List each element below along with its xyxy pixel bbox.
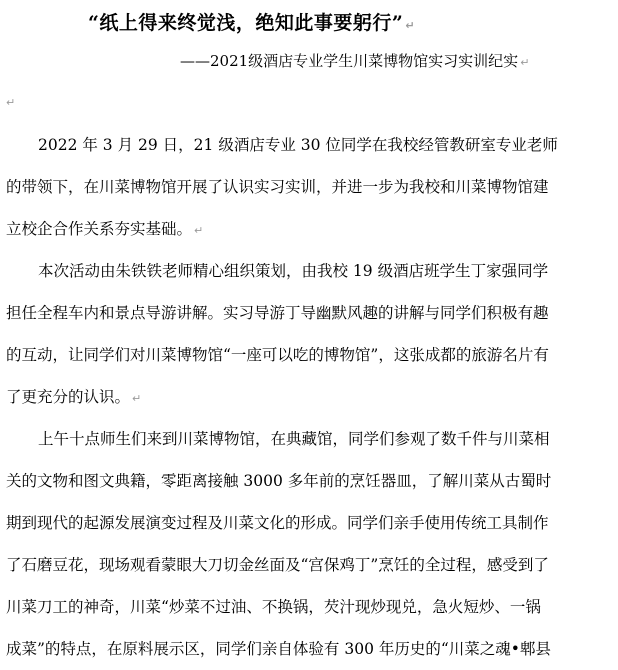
body-line: 担任全程车内和景点导游讲解。实习导游丁导幽默风趣的讲解与同学们积极有趣 — [6, 304, 549, 322]
paragraph-mark-icon: ↵ — [520, 56, 530, 69]
subtitle-text: ——2021级酒店专业学生川菜博物馆实习实训纪实 — [180, 52, 519, 70]
body-line: 上午十点师生们来到川菜博物馆，在典藏馆，同学们参观了数千件与川菜相 — [38, 430, 550, 448]
body-line: 关的文物和图文典籍，零距离接触 3000 多年前的烹饪器皿，了解川菜从古蜀时 — [6, 472, 552, 490]
paragraph-mark-icon: ↵ — [6, 96, 16, 109]
body-line: 本次活动由朱铁铁老师精心组织策划，由我校 19 级酒店班学生丁家强同学 — [38, 262, 549, 280]
body-line: 的互动，让同学们对川菜博物馆“一座可以吃的博物馆”，这张成都的旅游名片有 — [6, 346, 549, 364]
document-body — [6, 124, 566, 670]
body-line: 川菜刀工的神奇，川菜“炒菜不过油、不换锅，芡汁现炒现兑，急火短炒、一锅 — [6, 598, 541, 616]
paragraph-mark-icon: ↵ — [194, 224, 204, 237]
body-line: 2022 年 3 月 29 日，21 级酒店专业 30 位同学在我校经管教研室专业老师 — [38, 136, 558, 154]
body-line: 了更充分的认识。 ↵ — [6, 388, 142, 406]
paragraph-mark-icon: ↵ — [405, 19, 416, 32]
body-line: 了石磨豆花，现场观看蒙眼大刀切金丝面及“宫保鸡丁”烹饪的全过程，感受到了 — [6, 556, 549, 574]
body-line: 期到现代的起源发展演变过程及川菜文化的形成。同学们亲手使用传统工具制作 — [6, 514, 549, 532]
body-line: 立校企合作关系夯实基础。 ↵ — [6, 220, 204, 238]
paragraph-mark-icon: ↵ — [132, 392, 142, 405]
body-line: 成菜”的特点，在原料展示区，同学们亲自体验有 300 年历史的“川菜之魂•郫县 — [6, 640, 551, 658]
document-title — [88, 8, 415, 35]
title-text: “纸上得来终觉浅，绝知此事要躬行” — [88, 12, 404, 34]
body-line: 的带领下，在川菜博物馆开展了认识实习实训，并进一步为我校和川菜博物馆建 — [6, 178, 549, 196]
document-subtitle — [180, 50, 529, 71]
